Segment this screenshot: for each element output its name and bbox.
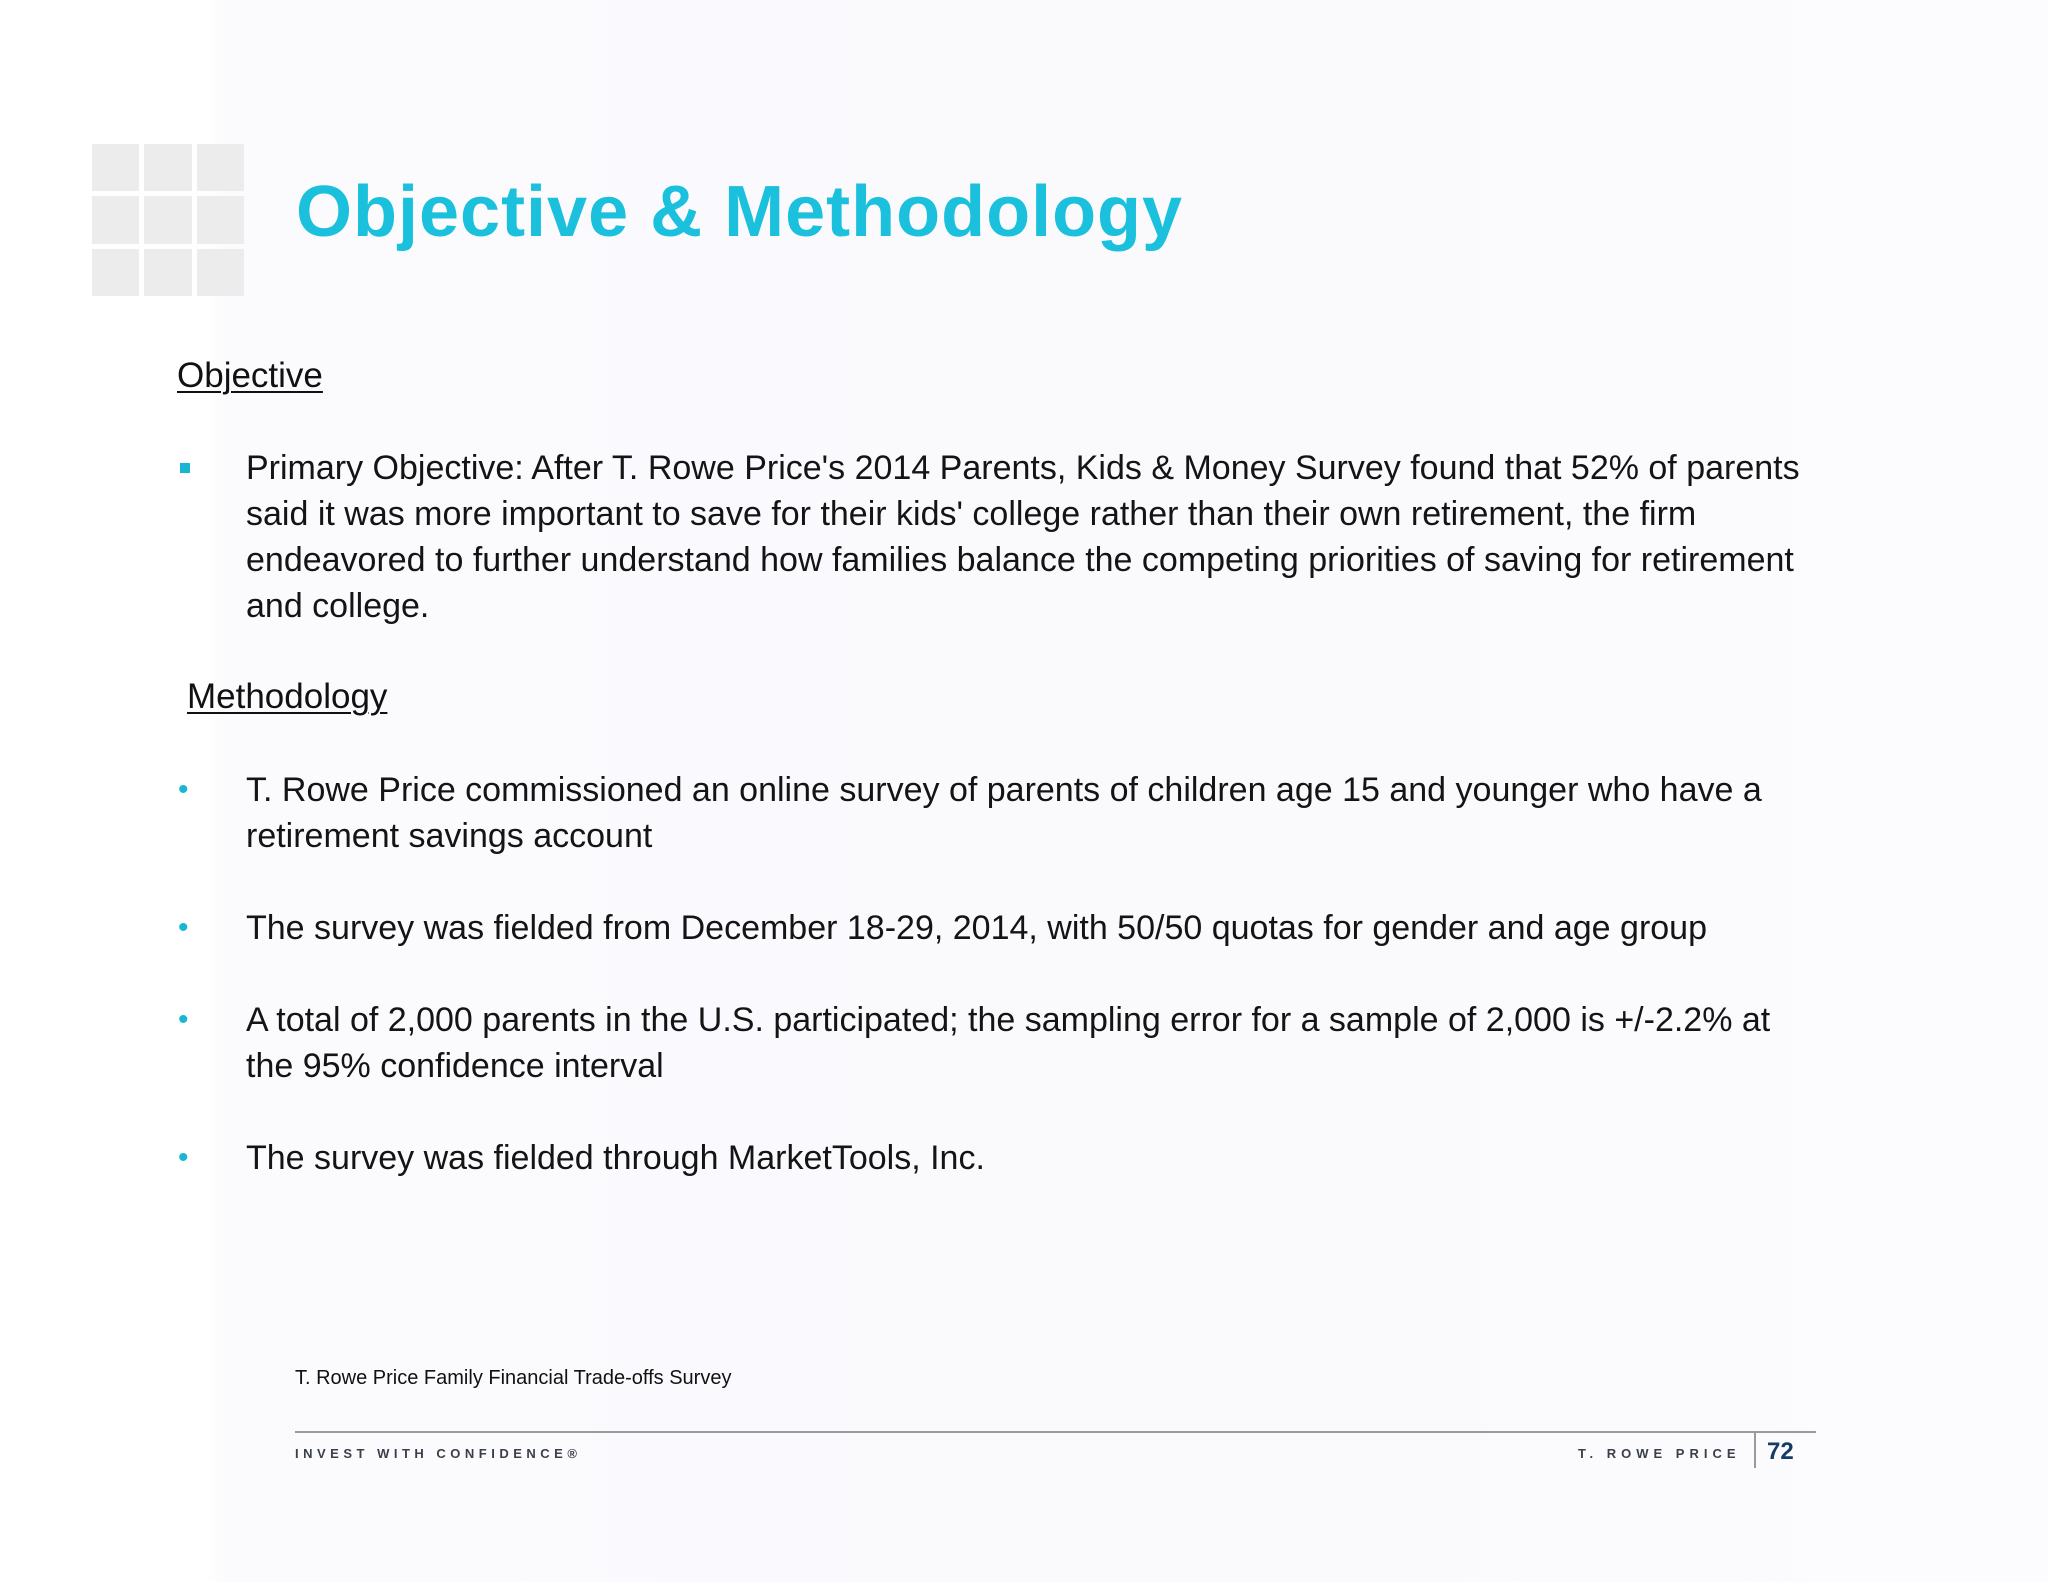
grid-logo-cell [197, 144, 244, 191]
grid-logo-cell [197, 196, 244, 243]
dot-bullet-icon: • [178, 1003, 189, 1036]
methodology-heading: Methodology [187, 677, 388, 716]
methodology-item-text: T. Rowe Price commissioned an online survey of parents of children age 15 and younger who have a retirement savings account [246, 771, 1762, 855]
grid-logo-icon [92, 144, 244, 296]
footer-tagline: INVEST WITH CONFIDENCE® [295, 1446, 582, 1461]
footer-divider-line [295, 1431, 1816, 1433]
dot-bullet-icon: • [178, 911, 189, 944]
objective-heading: Objective [177, 356, 323, 395]
grid-logo-cell [144, 144, 191, 191]
square-bullet-icon [178, 445, 218, 473]
grid-logo-cell [144, 249, 191, 296]
dot-bullet-icon: • [178, 773, 189, 806]
source-note: T. Rowe Price Family Financial Trade-offs Survey [295, 1367, 732, 1389]
page-title: Objective & Methodology [296, 172, 1184, 252]
dot-bullet-icon: • [178, 1141, 189, 1174]
objective-item-text: Primary Objective: After T. Rowe Price's 2014 Parents, Kids & Money Survey found that 52% of parents said it was more important to save for their kids' college rather than their own retirement, the firm endeavored to further understand how families balance the competing priorities of saving for retirement and college. [246, 449, 1800, 625]
page-number: 72 [1767, 1438, 1794, 1465]
footer-brand: T. ROWE PRICE [1578, 1446, 1741, 1461]
footer-vertical-divider [1754, 1432, 1756, 1468]
grid-logo-cell [92, 144, 139, 191]
grid-logo-cell [197, 249, 244, 296]
grid-logo-cell [144, 196, 191, 243]
methodology-item-text: The survey was fielded through MarketTools, Inc. [246, 1139, 985, 1177]
methodology-item-text: The survey was fielded from December 18-29, 2014, with 50/50 quotas for gender and age group [246, 909, 1707, 947]
grid-logo-cell [92, 196, 139, 243]
grid-logo-cell [92, 249, 139, 296]
methodology-item-text: A total of 2,000 parents in the U.S. participated; the sampling error for a sample of 2,000 is +/-2.2% at the 95% confidence interval [246, 1001, 1771, 1085]
